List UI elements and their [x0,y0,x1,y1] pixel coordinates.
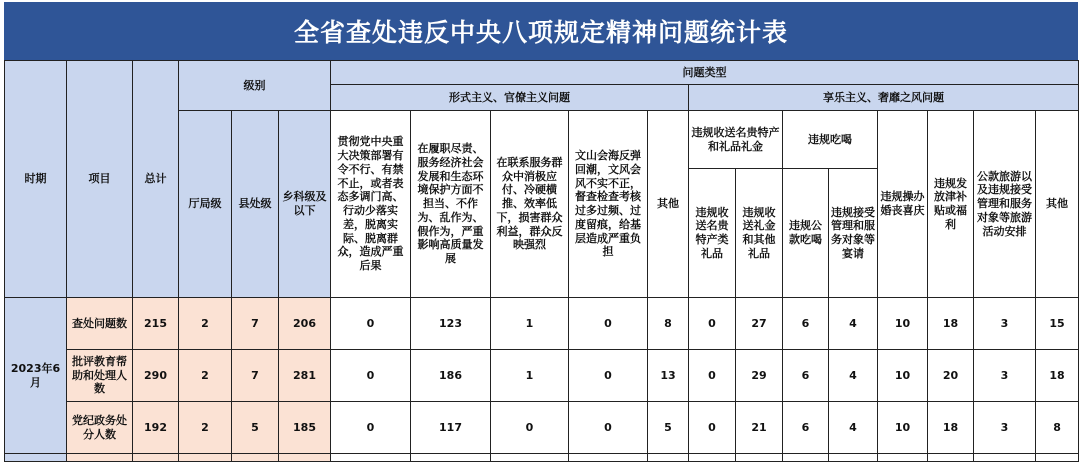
value-cell: 10 [878,402,928,454]
value-cell: 0 [569,350,648,402]
value-cell: 4 [829,298,878,350]
gift-group-header: 违规收送名贵特产和礼品礼金 [689,111,783,169]
value-cell: 6 [783,350,829,402]
value-cell: 3 [974,402,1036,454]
hedonism-group-header: 享乐主义、奢靡之风问题 [689,85,1079,111]
value-cell: 8 [1036,402,1079,454]
row-item-label: 批评教育帮助和处理人数 [67,350,133,402]
value-cell: 0 [491,402,569,454]
level-cell: 2 [179,298,232,350]
value-cell: 3 [974,350,1036,402]
filler-cell [878,454,928,462]
value-cell: 6 [783,402,829,454]
value-cell: 6 [783,298,829,350]
level-cell: 185 [279,402,331,454]
formalism-group-header: 形式主义、官僚主义问题 [331,85,689,111]
value-cell: 0 [331,298,411,350]
level-cell: 281 [279,350,331,402]
value-cell: 18 [1036,350,1079,402]
value-cell: 10 [878,298,928,350]
filler-cell [689,454,736,462]
allowance-header: 违规发放津补贴或福利 [928,111,974,298]
level-cell: 206 [279,298,331,350]
wedding-funeral-header: 违规操办婚丧喜庆 [878,111,928,298]
value-cell: 0 [689,298,736,350]
level-cell: 7 [232,350,279,402]
filler-cell [648,454,689,462]
value-cell: 15 [1036,298,1079,350]
value-cell: 0 [331,402,411,454]
value-cell: 123 [411,298,491,350]
filler-cell [783,454,829,462]
value-cell: 1 [491,350,569,402]
table-row [5,298,1079,350]
travel-header: 公款旅游以及违规接受管理和服务对象等旅游活动安排 [974,111,1036,298]
item-header: 项目 [67,61,133,298]
value-cell: 27 [736,298,783,350]
level-header-township: 乡科级及以下 [279,111,331,298]
value-cell: 186 [411,350,491,402]
level-header-bureau: 厅局级 [179,111,232,298]
value-cell: 18 [928,402,974,454]
value-cell: 4 [829,350,878,402]
table-row [5,402,1079,454]
value-cell: 0 [569,298,648,350]
level-group-header: 级别 [179,61,331,111]
filler-cell [736,454,783,462]
filler-cell [133,454,179,462]
formalism-col-4-header: 文山会海反弹回潮，文风会风不实不正，督查检查考核过多过频、过度留痕，给基层造成严重负担 [569,111,648,298]
row-item-label: 查处问题数 [67,298,133,350]
dining-group-header: 违规吃喝 [783,111,878,169]
filler-cell [1036,454,1079,462]
value-cell: 5 [648,402,689,454]
formalism-col-1-header: 贯彻党中央重大决策部署有令不行、有禁不止，或者表态多调门高、行动少落实差，脱离实际、脱离群众，造成严重后果 [331,111,411,298]
level-cell: 5 [232,402,279,454]
value-cell: 3 [974,298,1036,350]
filler-cell [279,454,331,462]
filler-cell [569,454,648,462]
filler-cell [331,454,411,462]
public-dining-header: 违规公款吃喝 [783,169,829,298]
table-row [5,350,1079,402]
level-cell: 2 [179,402,232,454]
filler-cell [179,454,232,462]
value-cell: 117 [411,402,491,454]
level-cell: 2 [179,350,232,402]
hedonism-other-header: 其他 [1036,111,1079,298]
value-cell: 0 [689,350,736,402]
total-header: 总计 [133,61,179,298]
value-cell: 0 [689,402,736,454]
problem-type-header: 问题类型 [331,61,1079,85]
filler-cell [491,454,569,462]
row-item-label: 党纪政务处分人数 [67,402,133,454]
period-cell: 2023年6月 [5,298,67,454]
value-cell: 10 [878,350,928,402]
value-cell: 0 [569,402,648,454]
filler-cell [5,454,67,462]
value-cell: 29 [736,350,783,402]
formalism-col-3-header: 在联系服务群众中消极应付、冷硬横推、效率低下，损害群众利益，群众反映强烈 [491,111,569,298]
filler-cell [829,454,878,462]
filler-cell [67,454,133,462]
period-header: 时期 [5,61,67,298]
banquet-header: 违规接受管理和服务对象等宴请 [829,169,878,298]
value-cell: 20 [928,350,974,402]
statistics-table [4,60,1079,462]
filler-cell [232,454,279,462]
value-cell: 0 [331,350,411,402]
gift-specialty-header: 违规收送名贵特产类礼品 [689,169,736,298]
value-cell: 1 [491,298,569,350]
value-cell: 18 [928,298,974,350]
level-header-county: 县处级 [232,111,279,298]
value-cell: 13 [648,350,689,402]
filler-cell [974,454,1036,462]
value-cell: 4 [829,402,878,454]
formalism-col-2-header: 在履职尽责、服务经济社会发展和生态环境保护方面不担当、不作为、乱作为、假作为，严重影响高质量发展 [411,111,491,298]
value-cell: 21 [736,402,783,454]
filler-cell [928,454,974,462]
page-title: 全省查处违反中央八项规定精神问题统计表 [4,2,1078,60]
formalism-other-header: 其他 [648,111,689,298]
level-cell: 7 [232,298,279,350]
filler-cell [411,454,491,462]
value-cell: 8 [648,298,689,350]
total-cell: 290 [133,350,179,402]
gift-money-header: 违规收送礼金和其他礼品 [736,169,783,298]
next-row-partial [5,454,1079,462]
total-cell: 215 [133,298,179,350]
total-cell: 192 [133,402,179,454]
